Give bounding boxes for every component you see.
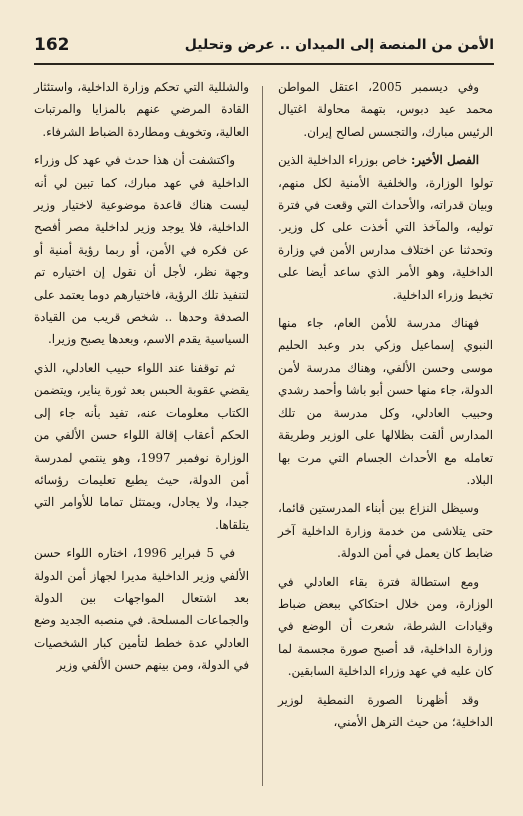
running-title: الأمن من المنصة إلى الميدان .. عرض وتحليل: [184, 37, 494, 53]
paragraph: واكتشفت أن هذا حدث في عهد كل وزراء الداخلية في عهد مبارك، كما تبين لي أنه ليست هناك قاعدة موضوعية لاختيار وزير الداخلية، فلا يوجد وزير لداخلية مصر أفصح عن فكره في الأمن، أو ربما رؤية أمنية أو وجهة نظر، لأجل أن نقول إن اختياره تم لتنفيذ تلك الرؤية، فاختيارهم دوما يعتمد على الصدفة وحدها .. شخص قريب من القيادة السياسية يقدم الاسم، وبعدها يصبح وزيرا.: [34, 153, 249, 347]
header-rule: [34, 63, 494, 65]
paragraph: وقد أظهرنا الصورة النمطية لوزير الداخلية؛ من حيث الترهل الأمني،: [278, 692, 493, 729]
page-header: [34, 30, 494, 60]
left-column: [34, 76, 249, 677]
paragraph: وسيظل النزاع بين أبناء المدرستين قائما، حتى يتلاشى من خدمة وزارة الداخلية آخر ضابط كان يعمل في أمن الدولة.: [278, 501, 493, 561]
column-divider: [262, 86, 263, 786]
right-column: [278, 76, 493, 733]
paragraph: في 5 فبراير 1996، اختاره اللواء حسن الألفي وزير الداخلية مديرا لجهاز أمن الدولة بعد اشتعال المواجهات بين الدولة والجماعات المسلحة. في منصبه الجديد وضع العادلي عدة خطط لتأمين كبار الشخصيات في الدولة، ومن بينهم حسن الألفي وزير: [34, 546, 249, 673]
paragraph: ومع استطالة فترة بقاء العادلي في الوزارة، ومن خلال احتكاكي ببعض ضباط وقيادات الشرطة، شعرت أن الوضع في وزارة الداخلية، قد أصبح صورة مجسمة لما كان عليه في عهد وزراء الداخلية السابقين.: [278, 574, 493, 679]
paragraph: والشللية التي تحكم وزارة الداخلية، واستئثار القادة المرضي عنهم بالمزايا والمرتبات العالية، وتخويف ومطاردة الضباط الشرفاء.: [34, 80, 249, 139]
section-lead: الفصل الأخير:: [411, 153, 479, 168]
paragraph: وفي ديسمبر 2005، اعتقل المواطن محمد عيد دبوس، بتهمة محاولة اغتيال الرئيس مبارك، والتجسس لصالح إيران.: [278, 80, 493, 139]
paragraph: [278, 149, 493, 306]
paragraph-text: خاص بوزراء الداخلية الذين تولوا الوزارة، والخلفية الأمنية لكل منهم، وبيان قدراته، والأحداث التي وقعت في فترة توليه، والمآخذ التي أخذت على كل وزير. وتحدثنا عن اختلاف مدارس الأمن في وزارة الداخلية، وهو الأمر الذي ساعد أيضا على تخبط وزراء الداخلية.: [278, 153, 493, 302]
page-number: 162: [34, 35, 70, 55]
paragraph: فهناك مدرسة للأمن العام، جاء منها النبوي إسماعيل وزكي بدر وعبد الحليم موسى وحسن الألفي، وهناك مدرسة لأمن الدولة، جاء منها حسن أبو باشا وأحمد رشدي وحبيب العادلي، وكل مدرسة من تلك المدارس ألقت بظلالها على الوزير وطريقة تعامله مع الأحداث الجسام التي مرت بها البلاد.: [278, 316, 493, 487]
paragraph: ثم توقفنا عند اللواء حبيب العادلي، الذي يقضي عقوبة الحبس بعد ثورة يناير، ويتضمن الكتاب معلومات عنه، تفيد بأنه جاء إلى الحكم أعقاب إقالة اللواء حسن الألفي من الوزارة نوفمبر 1997، وهو ينتمي لمدرسة أمن الدولة، حيث يطبع تعليمات رؤسائه جيدا، ولا يجادل، ويمتثل تماما للأوامر التي يتلقاها.: [34, 360, 249, 532]
